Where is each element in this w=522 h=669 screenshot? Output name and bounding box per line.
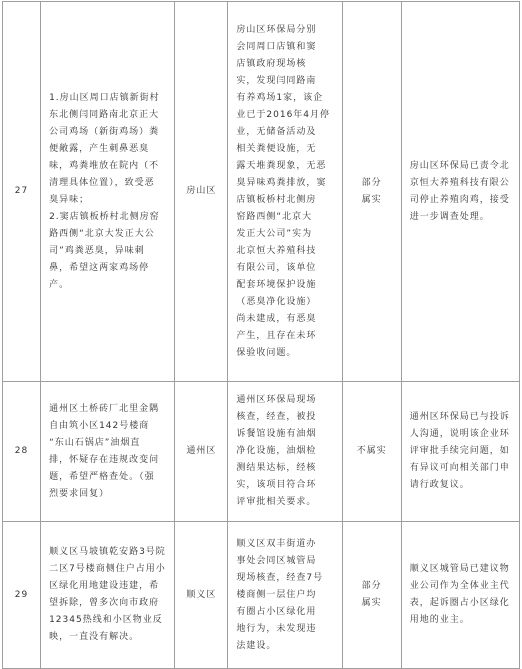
row-id: 28 xyxy=(3,382,41,522)
action-cell: 顺义区城管局已建议物 业公司作为全体业主代 表，起诉圈占小区绿化 用地的业主。 xyxy=(401,522,519,669)
status-cell: 部分 属实 xyxy=(342,2,401,382)
result-cell: 房山区环保局分别 会同周口店镇和窦 店镇政府现场核 实，发现闫同路南 有养鸡场1家，该企 业已于2016年4月停 业，无储备活动及 相关粪便设施，无 露天堆粪现象，无恶 臭异味鸡粪排放，窦 店镇板桥村北侧房 窑路西侧“北京大 发正大公司”实为 北京恒大养殖科技 有限公司，该单位 配套环境保护设施 （恶臭净化设施） 尚未建成，有恶臭 产生，且存在未环 保验收问题。 xyxy=(228,2,342,382)
row-id: 29 xyxy=(3,522,41,669)
table-row xyxy=(3,522,520,669)
district-cell: 房山区 xyxy=(175,2,228,382)
action-cell: 通州区环保局已与投诉 人沟通，说明该企业环 评审批手续完问题，如 有异议可向相关部门申 请行政复议。 xyxy=(401,382,519,522)
issue-cell: 1.房山区周口店镇新街村 东北侧闫同路南北京正大 公司鸡场（新街鸡场）粪 便敞露，产生刺鼻恶臭 味，鸡粪堆放在院内（不 清理具体位置），致受恶 臭异味； 2.窦店镇板桥村北侧房窑 路西侧“北京大发正大公 司”鸡粪恶臭，异味刺 鼻，希望这两家鸡场停 产。 xyxy=(41,2,175,382)
table-row xyxy=(3,2,520,382)
status-cell: 不属实 xyxy=(342,382,401,522)
result-cell: 顺义区双丰街道办 事处会同区城管局 现场核查，经查7号 楼商侧一层住户均 有圈占小区绿化用 地行为，未发现违 法建设。 xyxy=(228,522,342,669)
issue-cell: 顺义区马坡镇乾安路3号院 二区7号楼商侧住户占用小 区绿化用地建设违建，希 望拆除，曾多次向市政府 12345热线和小区物业反 映，一直没有解决。 xyxy=(41,522,175,669)
issue-cell: 通州区土桥砖厂北里金隅 自由筑小区142号楼商 “东山石锅店”油烟直 排，怀疑存在违规改变问 题，希望严格查处。（强 烈要求回复） xyxy=(41,382,175,522)
district-cell: 通州区 xyxy=(175,382,228,522)
status-cell: 部分 属实 xyxy=(342,522,401,669)
petition-table xyxy=(2,1,520,669)
table-row xyxy=(3,382,520,522)
action-cell: 房山区环保局已责令北 京恒大养殖科技有限公 司停止养殖肉鸡，接受 进一步调查处理。 xyxy=(401,2,519,382)
district-cell: 顺义区 xyxy=(175,522,228,669)
result-cell: 通州区环保局现场 核查，经查，被投 诉餐馆设施有油烟 净化设施，油烟检 测结果达标，经核 实，该项目符合环 评审批相关要求。 xyxy=(228,382,342,522)
row-id: 27 xyxy=(3,2,41,382)
